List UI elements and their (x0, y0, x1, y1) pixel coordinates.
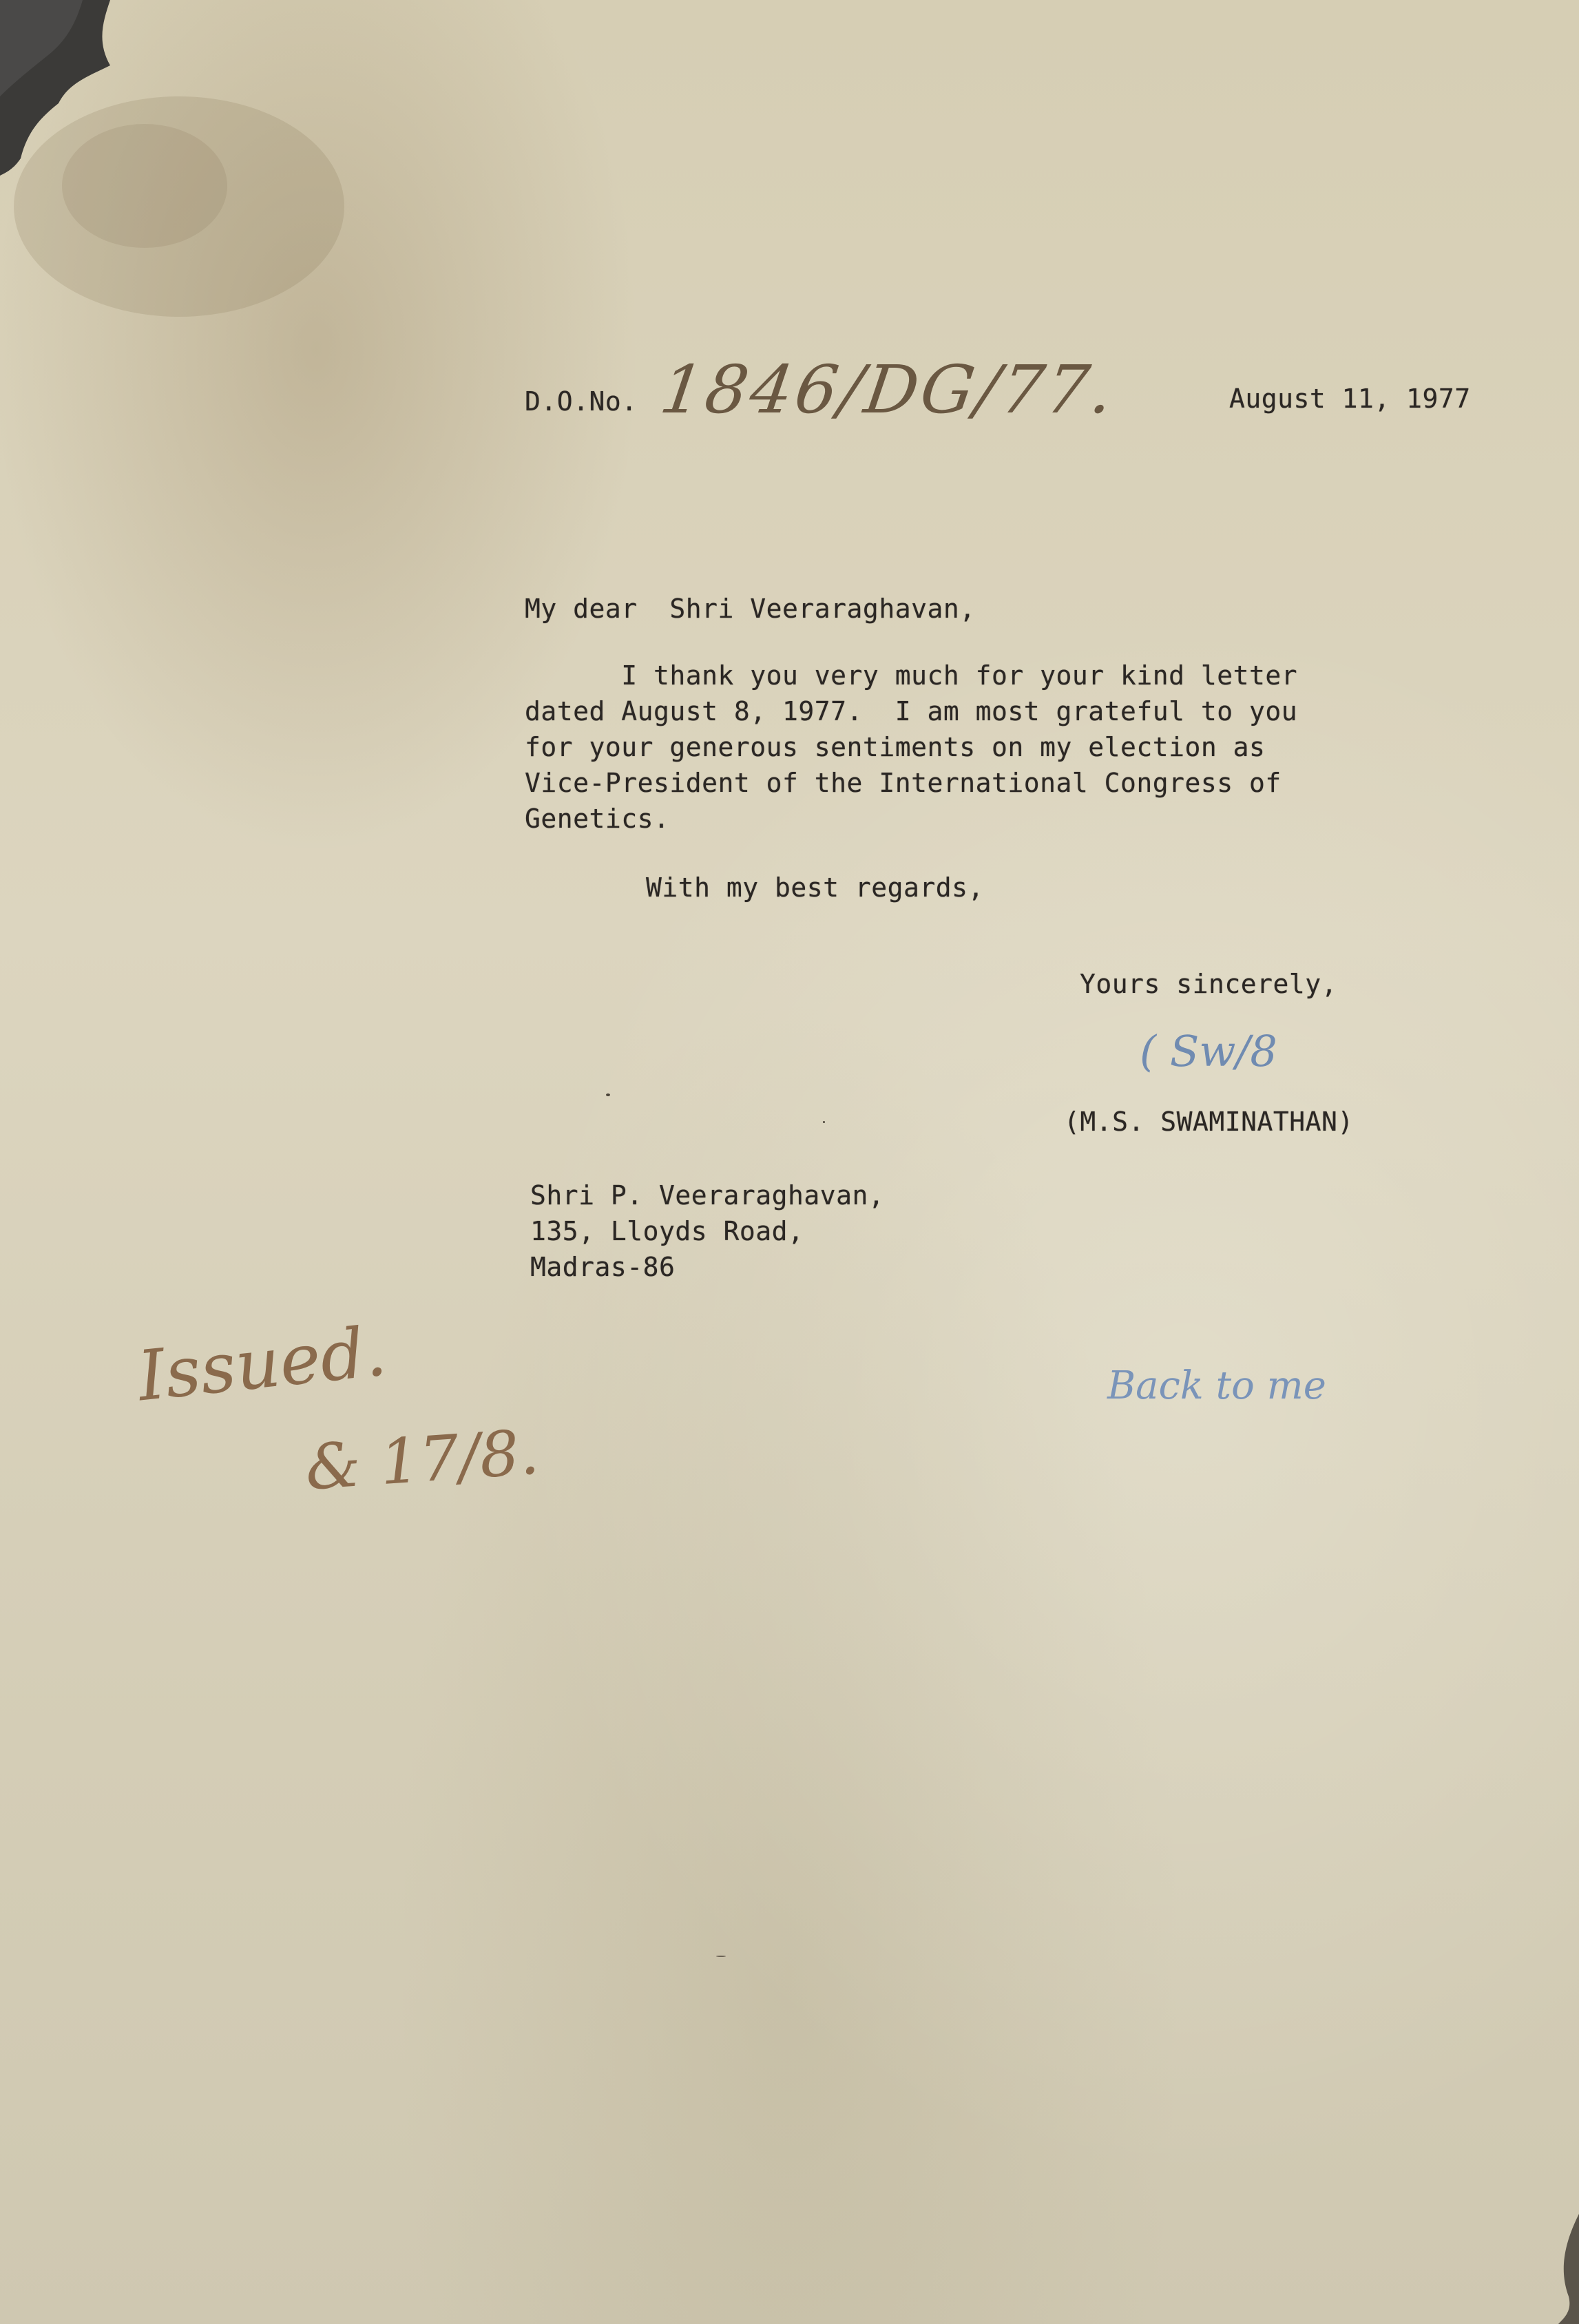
back-to-me-note: Back to me (1107, 1363, 1326, 1408)
water-stain (0, 83, 358, 331)
reference-label: D.O.No. (525, 386, 638, 417)
signature: ( Sw/8 (1140, 1026, 1277, 1076)
letter-date: August 11, 1977 (1229, 384, 1471, 414)
letter-body: I thank you very much for your kind letter dated August 8, 1977. I am most grateful to you for your generous sentiments on my election as Vice-President of the International Congress of Genetics. (525, 660, 1298, 834)
ink-speck (606, 1093, 610, 1096)
bottom-right-wear (1517, 2214, 1579, 2324)
signatory-name: (M.S. SWAMINATHAN) (1064, 1107, 1354, 1137)
recipient-address: Shri P. Veeraraghavan, 135, Lloyds Road, Madras-86 (530, 1180, 885, 1282)
reference-number: 1846/DG/77. (656, 351, 1121, 428)
issued-note: Issued. (134, 1310, 390, 1417)
salutation: My dear Shri Veeraraghavan, (525, 594, 976, 624)
ink-speck (823, 1121, 825, 1123)
closing-line: Yours sincerely, (1080, 969, 1338, 999)
regards-line: With my best regards, (646, 872, 984, 903)
ink-speck (716, 1956, 726, 1957)
issued-date-note: & 17/8. (303, 1416, 541, 1505)
